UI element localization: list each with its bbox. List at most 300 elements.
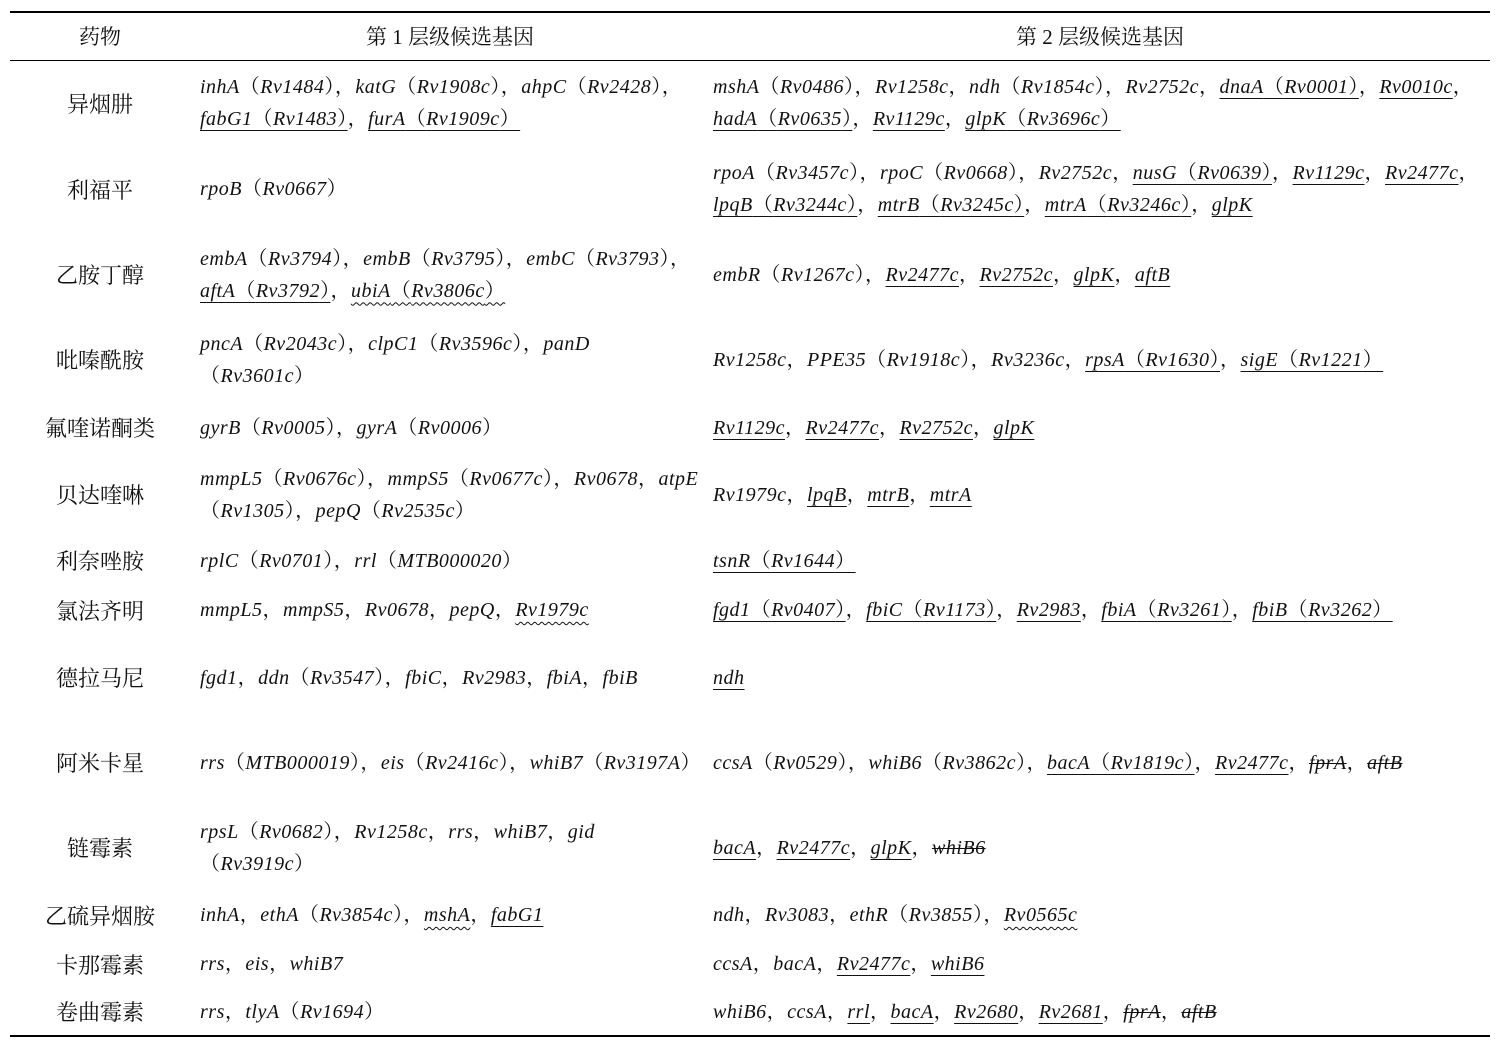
drug-cell: 吡嗪酰胺 <box>55 348 144 373</box>
gene-name: panD <box>543 332 590 355</box>
locus-tag: Rv0635 <box>777 108 842 131</box>
locus-tag: Rv3854c <box>319 904 393 926</box>
gene-name: Rv2752c <box>1125 76 1199 99</box>
open-paren: （ <box>390 279 412 302</box>
gene-item <box>713 349 786 371</box>
gene-item <box>351 280 505 302</box>
gene-item <box>880 162 1018 184</box>
separator: ， <box>854 76 876 99</box>
gene-name: bacA <box>713 836 757 859</box>
separator: ， <box>470 904 491 926</box>
locus-tag: Rv3197A <box>603 751 681 774</box>
open-paren: （ <box>279 1000 301 1023</box>
close-paren: ） <box>495 247 506 270</box>
separator: ， <box>295 499 316 522</box>
gene-name: bacA <box>773 953 817 975</box>
locus-tag: Rv3792 <box>255 279 320 302</box>
gene-name: Rv1979c <box>713 483 787 506</box>
gene-name: Rv0678 <box>573 467 638 490</box>
tier1-cell <box>190 60 710 146</box>
open-paren: （ <box>262 467 284 490</box>
gene-name: Rv1258c <box>713 348 787 371</box>
open-paren: （ <box>760 263 782 286</box>
close-paren: ） <box>454 499 476 522</box>
candidate-gene-table <box>10 11 1490 1037</box>
locus-tag: Rv1630 <box>1145 348 1210 371</box>
separator: ， <box>670 247 691 270</box>
separator: ， <box>983 904 1004 926</box>
open-paren: （ <box>1006 108 1027 131</box>
table-row <box>10 988 1490 1036</box>
gene-item <box>1135 264 1170 286</box>
close-paren: ） <box>364 1000 385 1023</box>
table-row <box>10 805 1490 890</box>
open-paren: （ <box>1136 599 1158 621</box>
gene-name: pncA <box>200 332 244 355</box>
open-paren: （ <box>574 247 596 270</box>
locus-tag: Rv1305 <box>220 499 285 522</box>
locus-tag: Rv0001 <box>1284 76 1349 99</box>
open-paren: （ <box>242 178 263 200</box>
separator: ， <box>865 263 886 286</box>
gene-name: mmpS5 <box>283 599 345 621</box>
close-paren: ） <box>499 108 521 131</box>
gene-item <box>891 1001 934 1023</box>
locus-tag: Rv0486 <box>779 76 845 99</box>
gene-name: inhA <box>200 76 240 99</box>
separator: ， <box>959 263 980 286</box>
gene-name: embA <box>200 247 248 270</box>
table-row <box>10 890 1490 940</box>
locus-tag: Rv0701 <box>259 549 324 572</box>
gene-item <box>1133 162 1272 184</box>
gene-name: Rv2983 <box>1016 599 1081 621</box>
separator: ， <box>347 332 369 355</box>
gene-item <box>200 821 334 843</box>
close-paren: ） <box>960 348 971 371</box>
locus-tag: Rv3855 <box>908 904 973 926</box>
locus-tag: Rv0667 <box>262 178 327 200</box>
open-paren: （ <box>1124 348 1146 371</box>
gene-item <box>491 904 544 926</box>
drug-cell: 德拉马尼 <box>55 666 144 691</box>
table-row <box>10 317 1490 402</box>
gene-name: tlyA <box>245 1000 280 1023</box>
gene-item <box>260 904 403 926</box>
drug-cell: 卷曲霉素 <box>55 1000 144 1025</box>
table-row <box>10 536 1490 585</box>
gene-name: clpC1 <box>368 332 419 355</box>
close-paren: ） <box>1348 76 1359 99</box>
close-paren: ） <box>651 76 662 99</box>
header-tier2: 第 2 层级候选基因 <box>710 12 1490 60</box>
separator: ， <box>1114 263 1135 286</box>
gene-item <box>931 953 985 975</box>
gene-name: Rv0678 <box>364 599 429 621</box>
open-paren: （ <box>752 751 774 774</box>
locus-tag: Rv3245c <box>940 194 1014 216</box>
tier1-cell <box>190 536 710 585</box>
open-paren: （ <box>247 247 269 270</box>
gene-name: mshA <box>423 904 471 926</box>
gene-item <box>713 953 753 975</box>
gene-name: ccsA <box>713 751 753 774</box>
tier2-cell <box>710 988 1490 1036</box>
gene-name: fbiB <box>1252 599 1288 621</box>
locus-tag: Rv1644 <box>771 549 836 572</box>
gene-name: fbiA <box>546 666 583 689</box>
gene-name: tsnR <box>713 549 751 572</box>
open-paren: （ <box>252 108 273 131</box>
separator: ， <box>996 599 1017 621</box>
tier1-cell <box>190 890 710 940</box>
gene-name: fgd1 <box>713 599 751 621</box>
tier1-cell <box>190 988 710 1036</box>
separator: ， <box>1231 599 1253 621</box>
gene-name: whiB7 <box>493 820 548 843</box>
open-paren: （ <box>923 162 944 184</box>
gene-item <box>515 599 588 621</box>
tier1-cell <box>190 453 710 536</box>
gene-item <box>1215 752 1288 774</box>
gene-name: whiB6 <box>931 836 986 859</box>
gene-name: embR <box>713 263 761 286</box>
gene-name: aftB <box>1134 263 1171 286</box>
gene-item <box>713 752 848 774</box>
close-paren: ） <box>356 467 367 490</box>
open-paren: （ <box>755 162 776 184</box>
gene-name: gyrA <box>356 416 398 439</box>
gene-name: rrl <box>847 1000 871 1023</box>
gene-item <box>875 76 948 98</box>
gene-item <box>878 194 1024 216</box>
gene-name: rrl <box>354 549 377 572</box>
gene-item <box>787 1001 827 1023</box>
tier1-cell <box>190 940 710 988</box>
gene-name: Rv2477c <box>776 836 851 859</box>
drug-cell: 氟喹诺酮类 <box>44 416 155 441</box>
gene-item <box>200 280 330 302</box>
gene-item <box>462 667 526 689</box>
gene-item <box>200 248 343 270</box>
close-paren: ） <box>542 467 554 490</box>
gene-item <box>1181 1001 1216 1023</box>
separator: ， <box>972 416 994 439</box>
separator: ， <box>427 820 449 843</box>
gene-item <box>899 417 972 439</box>
gene-name: Rv1129c <box>713 416 785 439</box>
table-header <box>10 12 1490 60</box>
close-paren: ） <box>484 279 506 302</box>
locus-tag: Rv1484 <box>260 76 325 99</box>
gene-name: pepQ <box>315 499 361 522</box>
gene-item <box>837 953 910 975</box>
gene-name: rrs <box>448 820 474 843</box>
open-paren: （ <box>376 549 398 572</box>
drug-cell: 乙硫异烟胺 <box>44 903 155 929</box>
gene-item <box>526 248 670 270</box>
gene-item <box>530 752 701 774</box>
open-paren: （ <box>200 364 221 387</box>
close-paren: ） <box>1184 751 1195 774</box>
gene-item <box>806 417 879 439</box>
drug-cell: 乙胺丁醇 <box>55 263 144 288</box>
locus-tag: Rv0006 <box>417 416 482 439</box>
separator: ， <box>1452 76 1474 99</box>
locus-tag: Rv3806c <box>411 279 485 302</box>
separator: ， <box>269 953 290 975</box>
close-paren: ） <box>374 666 385 689</box>
separator: ， <box>847 751 869 774</box>
separator: ， <box>1026 751 1047 774</box>
locus-tag: Rv3596c <box>438 332 513 355</box>
gene-item <box>1293 162 1365 184</box>
locus-tag: Rv1267c <box>781 263 855 286</box>
gene-item <box>1385 162 1458 184</box>
close-paren: ） <box>481 416 503 439</box>
close-paren: ） <box>844 76 855 99</box>
open-paren: （ <box>404 751 426 774</box>
separator: ， <box>911 836 932 859</box>
open-paren: （ <box>239 76 261 99</box>
gene-name: ubiA <box>350 279 391 302</box>
open-paren: （ <box>298 904 320 926</box>
separator: ， <box>500 76 522 99</box>
separator: ， <box>786 348 807 371</box>
separator: ， <box>816 953 837 975</box>
gene-name: Rv3083 <box>765 904 830 926</box>
gene-item <box>388 468 554 490</box>
gene-name: Rv2752c <box>1038 162 1113 184</box>
locus-tag: Rv1694 <box>300 1000 365 1023</box>
gene-item <box>365 599 429 621</box>
locus-tag: Rv2043c <box>263 332 338 355</box>
gene-item <box>713 108 852 130</box>
open-paren: （ <box>238 820 260 843</box>
separator: ， <box>1018 1000 1039 1023</box>
gene-item <box>1039 162 1112 184</box>
open-paren: （ <box>238 549 260 572</box>
gene-name: sigE <box>1240 348 1279 371</box>
gene-name: mmpS5 <box>387 467 449 490</box>
gene-name: Rv0010c <box>1379 76 1453 99</box>
separator: ， <box>852 108 873 131</box>
gene-item <box>873 108 945 130</box>
gene-name: fprA <box>1309 751 1347 774</box>
gene-item <box>713 162 859 184</box>
separator: ， <box>878 416 900 439</box>
close-paren: ） <box>854 263 866 286</box>
gene-name: glpK <box>993 416 1035 439</box>
gene-name: eis <box>380 751 405 774</box>
separator: ， <box>333 820 355 843</box>
gene-item <box>200 550 334 572</box>
gene-item <box>868 752 1026 774</box>
gene-item <box>354 550 522 572</box>
tier2-cell <box>710 60 1490 146</box>
tier2-cell <box>710 635 1490 720</box>
close-paren: ） <box>1094 76 1106 99</box>
open-paren: （ <box>418 332 439 355</box>
separator: ， <box>347 108 369 131</box>
tier2-cell <box>710 536 1490 585</box>
gene-name: Rv2983 <box>462 666 527 689</box>
open-paren: （ <box>396 76 417 99</box>
separator: ， <box>970 348 992 371</box>
gene-item <box>1379 76 1452 98</box>
gene-name: ndh <box>969 76 1001 99</box>
close-paren: ） <box>293 364 315 387</box>
separator: ， <box>1053 263 1074 286</box>
locus-tag: Rv0529 <box>773 751 838 774</box>
open-paren: （ <box>405 108 427 131</box>
gene-item <box>424 904 470 926</box>
gene-item <box>713 76 855 98</box>
table-row <box>10 146 1490 232</box>
separator: ， <box>933 1000 955 1023</box>
drug-cell: 贝达喹啉 <box>55 483 144 508</box>
table-row <box>10 232 1490 317</box>
gene-name: Rv1258c <box>875 76 949 99</box>
gene-item <box>713 1001 767 1023</box>
locus-tag: Rv3601c <box>220 364 294 387</box>
locus-tag: Rv3919c <box>220 852 294 875</box>
gene-name: aftB <box>1367 751 1403 774</box>
gene-item <box>1241 349 1384 371</box>
locus-tag: Rv1483 <box>273 108 338 131</box>
close-paren: ） <box>1261 162 1273 184</box>
gene-name: mmpL5 <box>200 467 263 490</box>
table-row <box>10 402 1490 453</box>
header-tier1: 第 1 层级候选基因 <box>190 12 710 60</box>
open-paren: （ <box>1086 194 1108 216</box>
gene-item <box>547 667 582 689</box>
gene-name: glpK <box>1211 194 1253 216</box>
separator: ， <box>1364 162 1386 184</box>
separator: ， <box>1191 194 1212 216</box>
gene-name: Rv2477c <box>1215 751 1289 774</box>
separator: ， <box>1194 751 1216 774</box>
open-paren: （ <box>921 751 943 774</box>
header-row <box>10 12 1490 60</box>
close-paren: ） <box>835 599 846 621</box>
gene-item <box>316 500 476 522</box>
close-paren: ） <box>837 751 848 774</box>
gene-item <box>1101 599 1231 621</box>
drug-cell: 链霉素 <box>66 836 133 861</box>
separator: ， <box>661 76 683 99</box>
locus-tag: Rv3262 <box>1308 599 1373 621</box>
gene-item <box>713 837 756 859</box>
separator: ， <box>1346 751 1368 774</box>
gene-name: pepQ <box>449 599 495 621</box>
gene-item <box>200 667 238 689</box>
gene-name: glpK <box>1073 263 1115 286</box>
gene-item <box>713 904 745 926</box>
gene-name: dnaA <box>1219 76 1264 99</box>
locus-tag: Rv3793 <box>595 247 660 270</box>
close-paren: ） <box>1209 348 1220 371</box>
close-paren: ） <box>490 76 501 99</box>
gene-item <box>765 904 829 926</box>
gene-item <box>450 599 495 621</box>
gene-item <box>850 904 984 926</box>
gene-item <box>1309 752 1347 774</box>
separator: ， <box>224 953 246 975</box>
tier2-cell <box>710 402 1490 453</box>
close-paren: ） <box>501 549 523 572</box>
locus-tag: Rv3795 <box>431 247 496 270</box>
gene-item <box>954 1001 1018 1023</box>
gene-name: PPE35 <box>806 348 867 371</box>
gene-name: embB <box>363 247 411 270</box>
open-paren: （ <box>866 348 887 371</box>
close-paren: ） <box>326 178 348 200</box>
separator: ， <box>1024 194 1045 216</box>
gene-name: Rv2477c <box>805 416 879 439</box>
close-paren: ） <box>680 751 701 774</box>
separator: ， <box>1105 76 1126 99</box>
gene-name: mtrA <box>929 483 972 506</box>
open-paren: （ <box>1090 751 1111 774</box>
gene-item <box>991 349 1064 371</box>
separator: ， <box>845 599 867 621</box>
gene-name: fgd1 <box>200 666 238 689</box>
separator: ， <box>1112 162 1133 184</box>
locus-tag: MTB000020 <box>397 549 502 572</box>
close-paren: ） <box>1372 599 1393 621</box>
separator: ， <box>344 599 365 621</box>
gene-item <box>932 837 986 859</box>
close-paren: ） <box>1100 108 1121 131</box>
close-paren: ） <box>323 820 334 843</box>
gene-item <box>258 667 385 689</box>
gene-name: Rv1258c <box>354 820 428 843</box>
header-drug: 药物 <box>10 12 190 60</box>
gene-item <box>993 417 1034 439</box>
separator: ， <box>429 599 450 621</box>
gene-item <box>368 333 523 355</box>
open-paren: （ <box>919 194 941 216</box>
gene-name: rpsA <box>1085 348 1125 371</box>
gene-item <box>200 108 348 130</box>
separator: ， <box>859 162 880 184</box>
locus-tag: Rv0005 <box>261 416 326 439</box>
gene-item <box>1004 904 1077 926</box>
gene-name: ndh <box>713 904 745 926</box>
close-paren: ） <box>848 162 860 184</box>
gene-name: rrs <box>200 953 225 975</box>
gene-name: ethA <box>260 904 299 926</box>
gene-item <box>777 837 850 859</box>
gene-name: nusG <box>1132 162 1177 184</box>
close-paren: ） <box>284 499 296 522</box>
gene-name: ccsA <box>713 953 753 975</box>
close-paren: ） <box>323 549 334 572</box>
locus-tag: Rv1854c <box>1021 76 1095 99</box>
close-paren: ） <box>841 108 853 131</box>
gene-item <box>200 953 225 975</box>
close-paren: ） <box>972 904 984 926</box>
gene-name: Rv2752c <box>899 416 973 439</box>
gene-item <box>355 76 500 98</box>
gene-name: fabG1 <box>490 904 544 926</box>
gene-name: aftB <box>1181 1000 1217 1023</box>
close-paren: ） <box>349 751 361 774</box>
separator: ， <box>870 1000 891 1023</box>
close-paren: ） <box>846 194 858 216</box>
separator: ， <box>948 76 970 99</box>
